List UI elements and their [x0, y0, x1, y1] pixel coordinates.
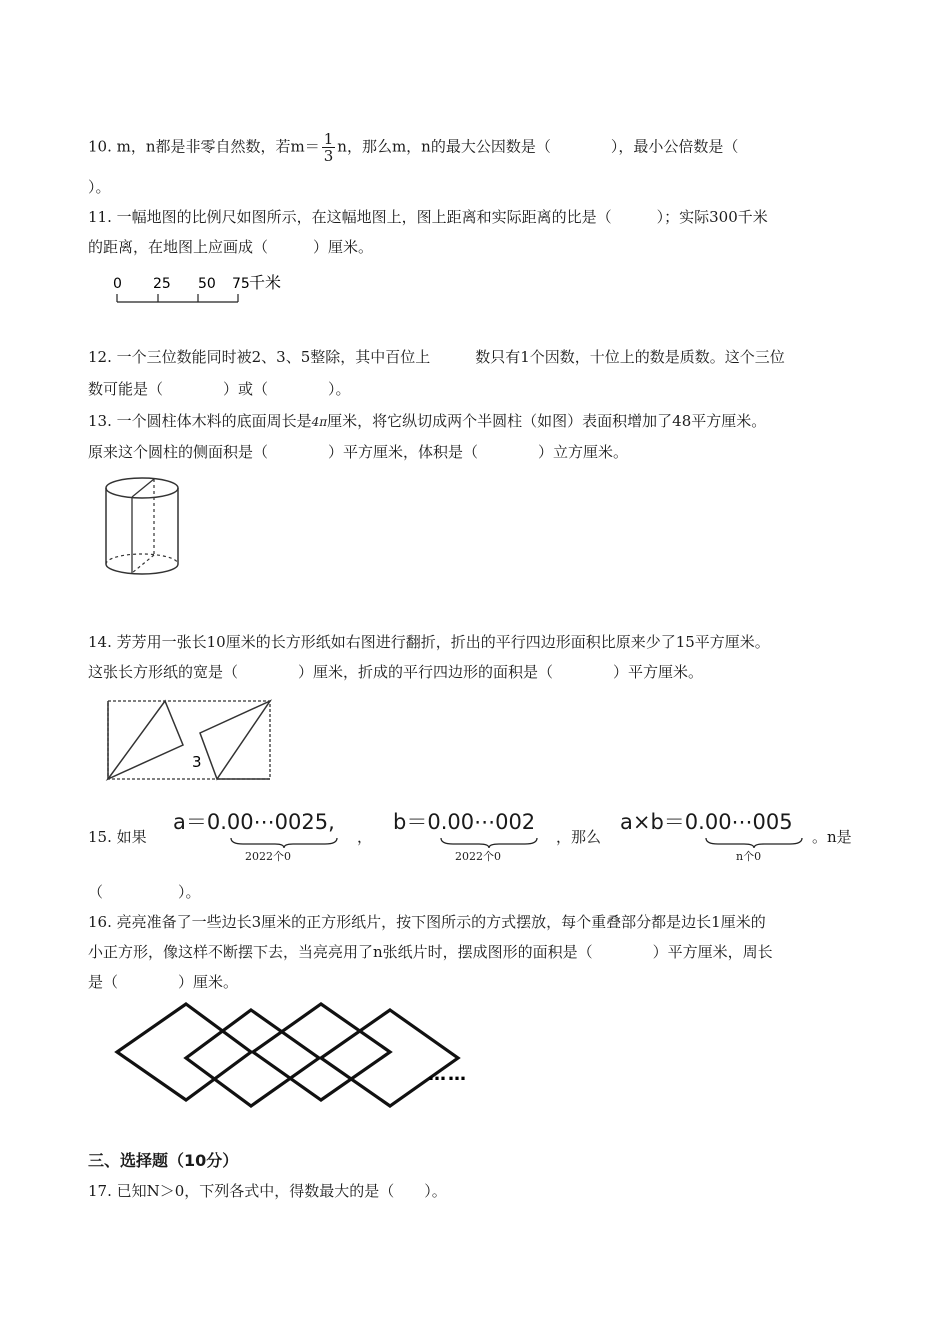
- q15-expr-ab: a×b＝0.00⋯005: [620, 810, 793, 834]
- q15-prefix: 15. 如果: [88, 828, 147, 846]
- q12-line2: 数可能是（ ）或（ ）。: [88, 380, 351, 398]
- q13-pi-expr: 4π: [311, 415, 328, 429]
- overlapping-squares-figure: [100, 998, 520, 1118]
- brace-ab-label: n个0: [736, 850, 762, 863]
- square-4: [321, 1010, 458, 1106]
- square-3: [253, 1004, 390, 1100]
- q13-text-b: 厘米，将它纵切成两个半圆柱（如图）表面积增加了48平方厘米。: [327, 412, 767, 430]
- q15-line2: （ ）。: [88, 883, 201, 901]
- q11-line2: 的距离，在地图上应画成（ ）厘米。: [88, 238, 374, 256]
- q10-line2: ）。: [88, 178, 111, 196]
- scale-tick-50: 50: [198, 276, 216, 292]
- q10-line1: [88, 131, 738, 164]
- brace-b: [439, 836, 539, 848]
- q17-line1: 17. 已知N＞0，下列各式中，得数最大的是（ ）。: [88, 1182, 447, 1200]
- q15-expr-a: a＝0.00⋯0025,: [173, 810, 335, 834]
- q15-sep1: ，: [357, 828, 373, 846]
- q16-line1: 16. 亮亮准备了一些边长3厘米的正方形纸片，按下图所示的方式摆放，每个重叠部分都是边长1厘米的: [88, 913, 766, 931]
- q15-expr-b: b＝0.00⋯002: [393, 810, 536, 834]
- q16-line2: 小正方形，像这样不断摆下去，当亮亮用了n张纸片时，摆成图形的面积是（ ）平方厘米，周长: [88, 943, 773, 961]
- section-heading: 三、选择题（10分）: [88, 1151, 239, 1170]
- q10-frac-den: 3: [323, 147, 334, 165]
- q15-expr-a-block: [173, 806, 353, 866]
- q14-line1: 14. 芳芳用一张长10厘米的长方形纸如右图进行翻折，折出的平行四边形面积比原来少了15平方厘米。: [88, 633, 770, 651]
- q10-fraction: [322, 131, 336, 164]
- scale-tick-75: 75: [232, 276, 250, 292]
- cylinder-figure: [102, 472, 192, 582]
- map-scale-bar: [108, 270, 308, 310]
- q12-line1: 12. 一个三位数能同时被2、3、5整除，其中百位上 数只有1个因数，十位上的数是质数。这个三位: [88, 348, 785, 366]
- square-2: [186, 1010, 319, 1106]
- q13-text-a: 13. 一个圆柱体木料的底面周长是: [88, 412, 312, 430]
- q15-expr-b-block: [393, 806, 553, 866]
- q10-text-b: n，那么m，n的最大公因数是（ ），最小公倍数是（: [337, 137, 739, 156]
- q13-line2: 原来这个圆柱的侧面积是（ ）平方厘米，体积是（ ）立方厘米。: [88, 443, 629, 461]
- brace-a: [229, 836, 339, 848]
- q10-text-a: 10. m，n都是非零自然数，若m＝: [88, 137, 320, 156]
- q11-line1: 11. 一幅地图的比例尺如图所示，在这幅地图上，图上距离和实际距离的比是（ ）；实际300千米: [88, 208, 768, 226]
- brace-a-label: 2022个0: [245, 850, 291, 863]
- scale-unit: 千米: [249, 273, 282, 292]
- square-1: [117, 1004, 251, 1100]
- q15-suffix: 。n是: [812, 828, 852, 846]
- continuation-dots: ……: [428, 1064, 468, 1085]
- q15-sep2: ，那么: [556, 828, 602, 846]
- folded-rectangle-figure: [105, 697, 275, 787]
- q16-line3: 是（ ）厘米。: [88, 973, 239, 991]
- brace-ab: [704, 836, 804, 848]
- scale-tick-25: 25: [153, 276, 171, 292]
- q15-expr-ab-block: [620, 806, 800, 866]
- brace-b-label: 2022个0: [455, 850, 501, 863]
- q14-line2: 这张长方形纸的宽是（ ）厘米，折成的平行四边形的面积是（ ）平方厘米。: [88, 663, 704, 681]
- scale-tick-0: 0: [113, 276, 122, 292]
- q10-frac-num: 1: [323, 130, 334, 148]
- fold-label: 3: [192, 753, 202, 771]
- q13-line1: [88, 410, 766, 433]
